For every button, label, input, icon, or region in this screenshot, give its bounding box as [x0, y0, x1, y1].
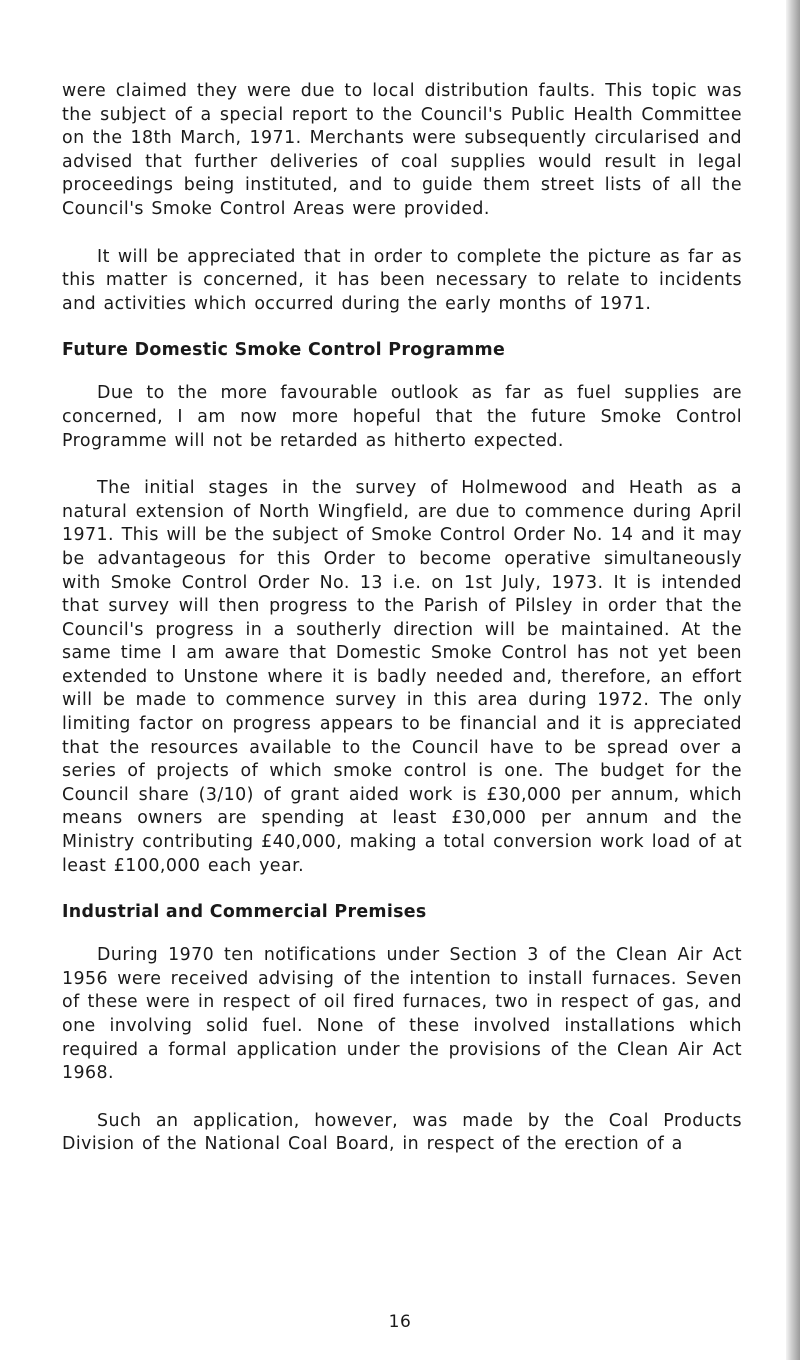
paragraph-early-months: It will be appreciated that in order to complete the picture as far as this matter is concerned, it has been necessary to relate to incidents and activities which occurred during the early months of 1971.	[62, 246, 742, 314]
page-number: 16	[388, 1312, 412, 1332]
heading-industrial-commercial: Industrial and Commercial Premises	[62, 902, 427, 923]
paragraph-notifications: During 1970 ten notifications under Section 3 of the Clean Air Act 1956 were received advising of the intention to install furnaces. Seven of these were in respect of oil fired furnaces, two in respect of gas, and one involving solid fuel. None of these involved installations which required a formal application under the provisions of the Clean Air Act 1968.	[62, 945, 742, 1084]
paragraph-coal-products-application: Such an application, however, was made by the Coal Products Division of the National Coal Board, in respect of the erection of a	[62, 1110, 742, 1155]
paragraph-favourable-outlook: Due to the more favourable outlook as far as fuel supplies are concerned, I am now more hopeful that the future Smoke Control Programme will not be retarded as hitherto expected.	[62, 383, 742, 451]
heading-future-smoke-control: Future Domestic Smoke Control Programme	[62, 340, 506, 361]
paragraph-survey-plan: The initial stages in the survey of Holmewood and Heath as a natural extension of North Wingfield, are due to commence during April 1971. This will be the subject of Smoke Control Order No. 14 and it may be advantageous for this Order to become operative simultaneously with Smoke Control Order No. 13 i.e. on 1st July, 1973. It is intended that survey will then progress to the Parish of Pilsley in order that the Council's progress in a southerly direction will be maintained. At the same time I am aware that Domestic Smoke Control has not yet been extended to Unstone where it is badly needed and, therefore, an effort will be made to commence survey in this area during 1972. The only limiting factor on progress appears to be financial and it is appreciated that the resources available to the Council have to be spread over a series of projects of which smoke control is one. The budget for the Council share (3/10) of grant aided work is £30,000 per annum, which means owners are spending at least £30,000 per annum and the Ministry contributing £40,000, making a total conversion work load of at least £100,000 each year.	[62, 478, 742, 876]
document-page	[62, 80, 742, 1181]
paragraph-coal-distribution: were claimed they were due to local distribution faults. This topic was the subject of a special report to the Council's Public Health Committee on the 18th March, 1971. Merchants were subsequently circularised and advised that further deliveries of coal supplies would result in legal proceedings being instituted, and to guide them street lists of all the Council's Smoke Control Areas were provided.	[62, 81, 742, 219]
page-edge-shadow	[786, 0, 800, 1360]
